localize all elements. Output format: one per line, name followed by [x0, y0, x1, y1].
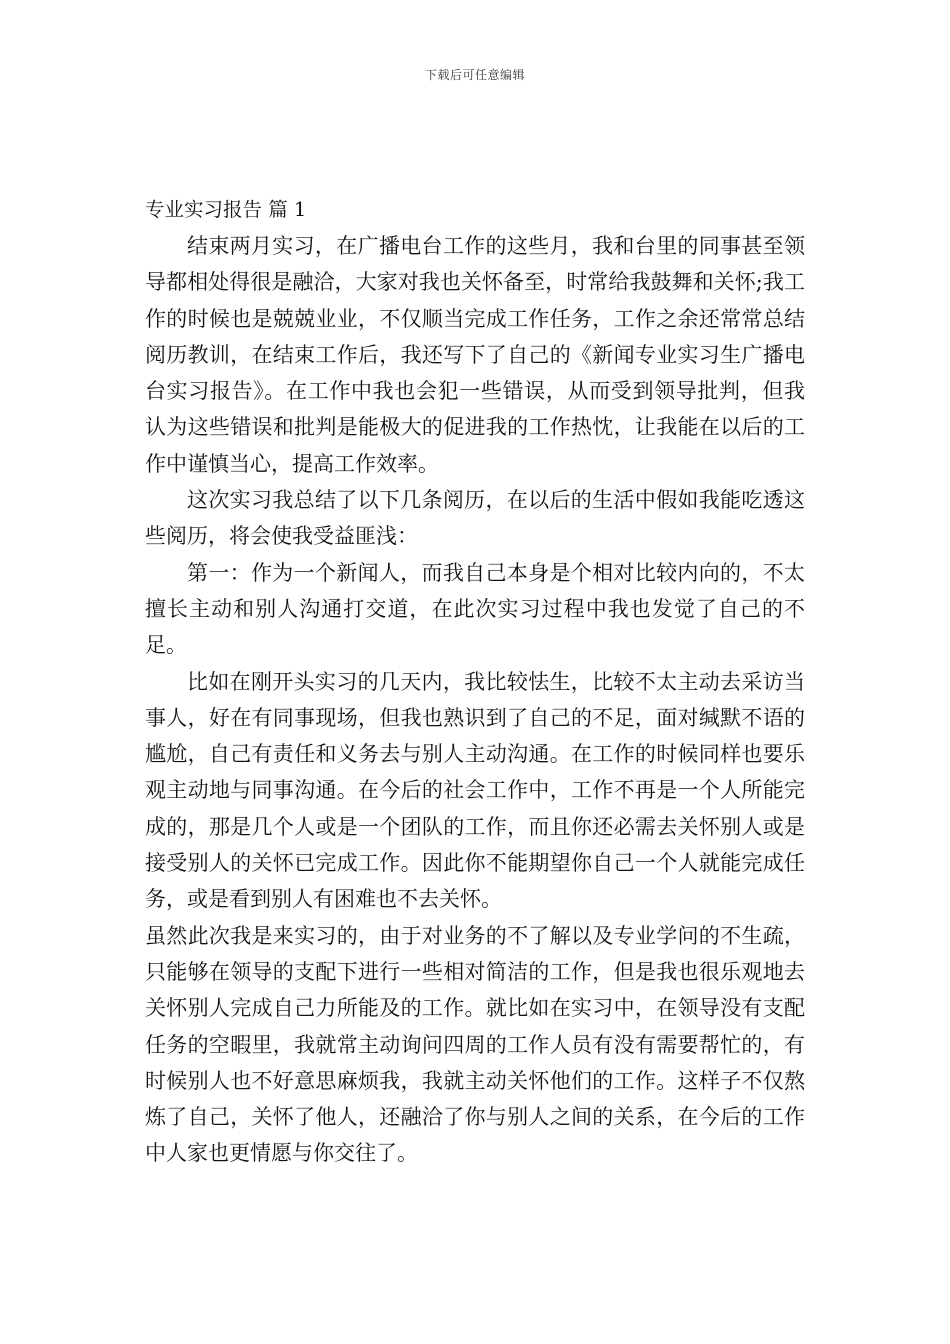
paragraph-example: 比如在刚开头实习的几天内，我比较怯生，比较不太主动去采访当事人，好在有同事现场，但我也熟识到了自己的不足，面对缄默不语的尴尬，自己有责任和义务去与别人主动沟通。在工作的时候同样也要乐观主动地与同事沟通。在今后的社会工作中，工作不再是一个人所能完成的，那是几个人或是一个团队的工作，而且你还必需去关怀别人或是接受别人的关怀已完成工作。因此你不能期望你自己一个人就能完成任务，或是看到别人有困难也不去关怀。 [145, 669, 805, 912]
paragraph-internship-summary: 结束两月实习，在广播电台工作的这些月，我和台里的同事甚至领导都相处得很是融洽，大家对我也关怀备至，时常给我鼓舞和关怀;我工作的时候也是兢兢业业，不仅顺当完成工作任务，工作之余还常常总结阅历教训，在结束工作后，我还写下了自己的《新闻专业实习生广播电台实习报告》。在工作中我也会犯一些错误，从而受到领导批判，但我认为这些错误和批判是能极大的促进我的工作热忱，让我能在以后的工作中谨慎当心，提高工作效率。 [145, 234, 805, 476]
page-header-note: 下载后可任意编辑 [424, 68, 525, 82]
document-body [145, 192, 805, 1172]
paragraph-lessons-intro: 这次实习我总结了以下几条阅历，在以后的生活中假如我能吃透这些阅历，将会使我受益匪浅： [145, 488, 805, 549]
paragraph-lesson-one: 第一：作为一个新闻人，而我自己本身是个相对比较内向的，不太擅长主动和别人沟通打交道，在此次实习过程中我也发觉了自己的不足。 [145, 560, 805, 658]
paragraph-helping-others: 虽然此次我是来实习的，由于对业务的不了解以及专业学问的不生疏，只能够在领导的支配下进行一些相对简洁的工作，但是我也很乐观地去关怀别人完成自己力所能及的工作。就比如在实习中，在领导没有支配任务的空暇里，我就常主动询问四周的工作人员有没有需要帮忙的，有时候别人也不好意思麻烦我，我就主动关怀他们的工作。这样子不仅熬炼了自己，关怀了他人，还融洽了你与别人之间的关系，在今后的工作中人家也更情愿与你交往了。 [145, 923, 805, 1166]
document-title: 专业实习报告 篇 1 [145, 198, 307, 221]
